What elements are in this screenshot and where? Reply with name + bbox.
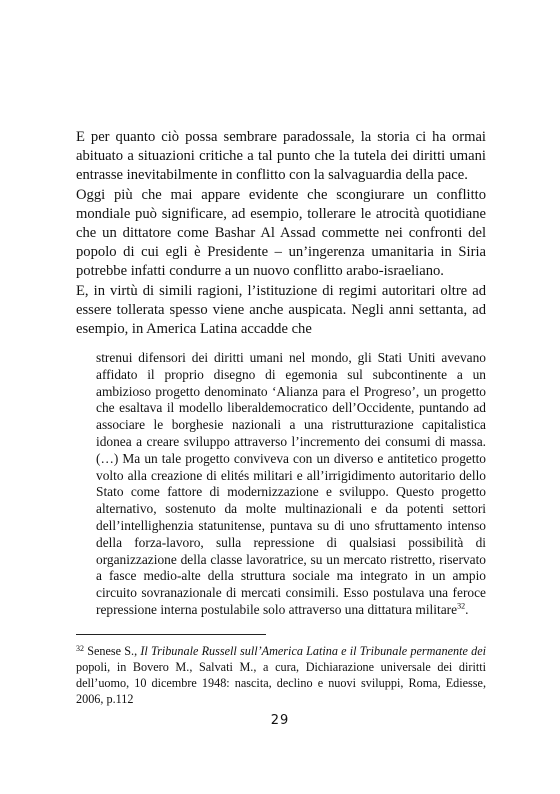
paragraph-1: E per quanto ciò possa sembrare paradossale, la storia ci ha ormai abituato a situazioni critiche a tal punto che la tutela dei diritti umani entrasse inevitabilmente in conflitto con la salvaguardia della pace. — [76, 129, 486, 184]
footnote-separator — [76, 634, 266, 635]
quote-text: strenui difensori dei diritti umani nel mondo, gli Stati Uniti avevano affidato il proprio disegno di egemonia sul subcontinente a un ambizioso progetto denominato ‘Alianza para el Progreso’, un progetto che esaltava il modello liberaldemocratico dell’Occidente, puntando ad associare le borghesie nazionali a una ristrutturazione capitalistica idonea a creare sviluppo attraverso l’incremento dei consumi di massa. (…) Ma un tale progetto conviveva con un diverso e antitetico progetto volto alla creazione di elités militari e all’irrigidimento autoritario dello Stato come fattore di modernizzazione e sviluppo. Questo progetto alternativo, sostenuto da molte multinazionali e da potenti settori dell’intellighenzia statunitense, puntava su di uno sfruttamento intenso della forza-lavoro, sulla repressione di qualsiasi possibilità di organizzazione della classe lavoratrice, su un mercato ristretto, riservato a fasce medio-alte della struttura sociale ma integrato in un ampio circuito sovranazionale di mercati consimili. Esso postulava una feroce repressione interna postulabile solo attraverso una dittatura militare — [96, 350, 486, 617]
footnote-rest: popoli, in Bovero M., Salvati M., a cura, Dichiarazione universale dei diritti dell’uomo, 10 dicembre 1948: nascita, declino e nuovi sviluppi, Roma, Ediesse, 2006, p.112 — [76, 660, 486, 706]
footnote-title: Il Tribunale Russell sull’America Latina e il Tribunale permanente dei — [140, 644, 486, 658]
paragraph-3: E, in virtù di simili ragioni, l’istituzione di regimi autoritari oltre ad essere tollerata spesso viene anche auspicata. Negli anni settanta, ad esempio, in America Latina accadde che — [76, 282, 486, 338]
quote-paragraph: strenui difensori dei diritti umani nel mondo, gli Stati Uniti avevano affidato il proprio disegno di egemonia sul subcontinente a un ambizioso progetto denominato ‘Alianza para el Progreso’, un progetto che esaltava il modello liberaldemocratico dell’Occidente, puntando ad associare le borghesie nazionali a una ristrutturazione capitalistica idonea a creare sviluppo attraverso l’incremento dei consumi di massa. (…) Ma un tale progetto conviveva con un diverso e antitetico progetto volto alla creazione di elités militari e all’irrigidimento autoritario dello Stato come fattore di modernizzazione e sviluppo. Questo progetto alternativo, sostenuto da molte multinazionali e da potenti settori dell’intellighenzia statunitense, puntava su di uno sfruttamento intenso della forza-lavoro, sulla repressione di qualsiasi possibilità di organizzazione della classe lavoratrice, su un mercato ristretto, riservato a fasce medio-alte della struttura sociale ma integrato in un ampio circuito sovranazionale di mercati consimili. Esso postulava una feroce repressione interna postulabile solo attraverso una dittatura militare$^{32}$. — [96, 350, 486, 617]
paragraph-2: Oggi più che mai appare evidente che scongiurare un conflitto mondiale può significare, ad esempio, tollerare le atrocità quotidiane che un dittatore come Bashar Al Assad commette nei confronti del popolo di cui egli è Presidente – un’ingerenza umanitaria in Siria potrebbe infatti condurre a un nuovo conflitto arabo-israeliano. — [76, 186, 486, 280]
footnote-author: Senese S., — [87, 644, 141, 658]
footnote-reference[interactable]: 32 — [457, 601, 466, 611]
main-text — [76, 128, 486, 339]
page-number: 29 — [270, 713, 290, 728]
block-quote — [96, 350, 486, 619]
footnote-number: 32 — [76, 644, 84, 653]
footnote-text — [76, 641, 486, 707]
footnote — [76, 641, 486, 707]
